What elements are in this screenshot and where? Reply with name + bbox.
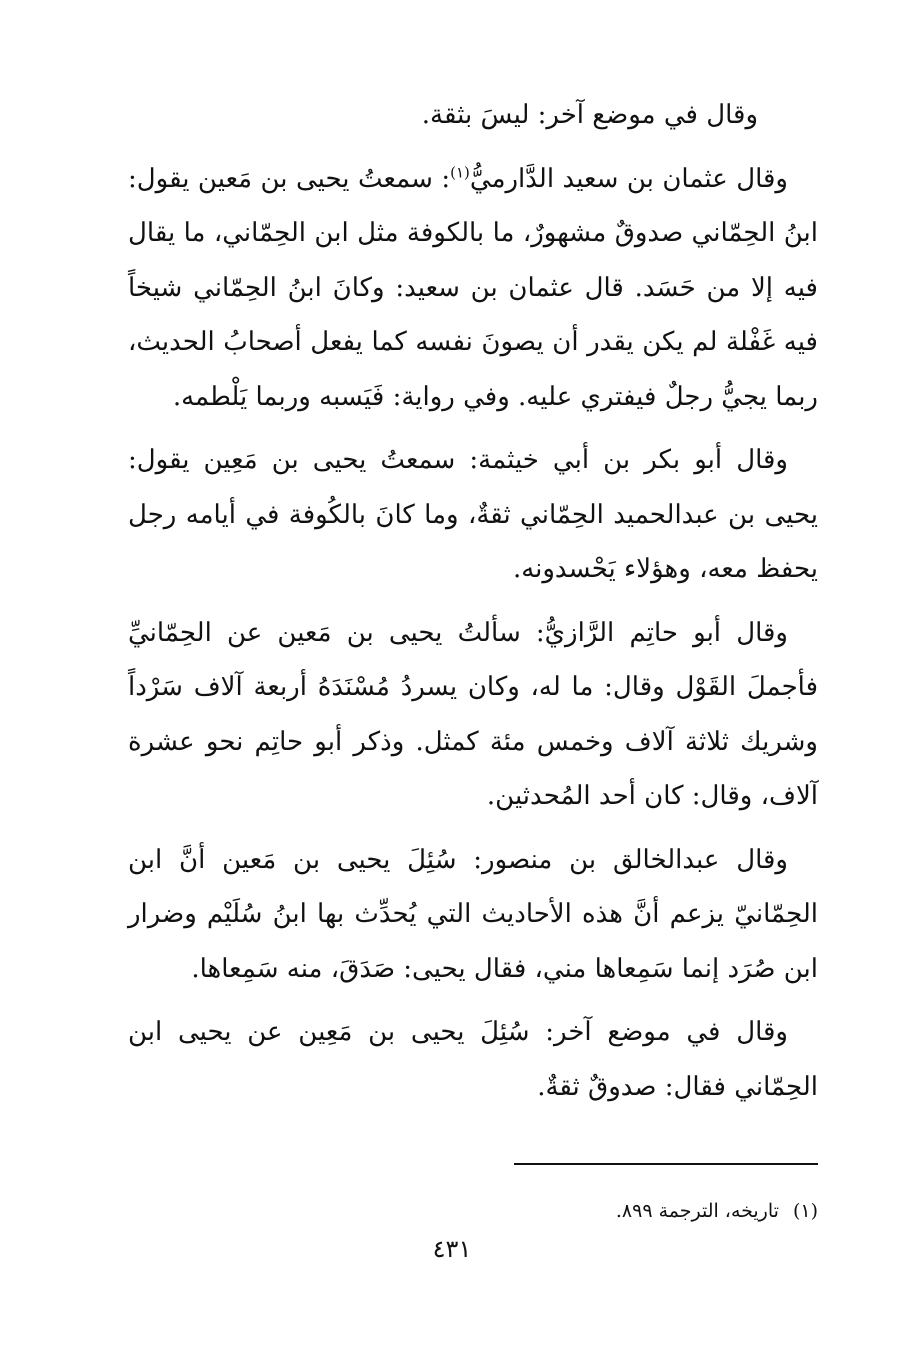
paragraph: وقال أبو بكر بن أبي خيثمة: سمعتُ يحيى بن مَعِين يقول: يحيى بن عبدالحميد الحِمّاني ثقةٌ، وما كانَ بالكُوفة في أيامه رجل يحفظ معه، وهؤلاء يَحْسدونه. — [128, 445, 818, 584]
footnote-number: (١) — [792, 1200, 818, 1222]
paragraph-text-start: وقال عثمان بن سعيد الدَّارميُّ — [469, 163, 788, 194]
footnote-reference[interactable]: (١) — [450, 162, 470, 181]
footnote-separator — [514, 1163, 818, 1165]
page-number: ٤٣١ — [432, 1235, 472, 1263]
footnote-text: تاريخه، الترجمة ٨٩٩. — [615, 1200, 779, 1222]
paragraph: وقال عبدالخالق بن منصور: سُئِلَ يحيى بن مَعين أنَّ ابن الحِمّانيّ يزعم أنَّ هذه الأحاديث التي يُحدِّث بها ابنُ سُلَيْم وضرار ابن صُرَد إنما سَمِعاها مني، فقال يحيى: صَدَقَ، منه سَمِعاها. — [128, 844, 818, 984]
paragraph: وقال أبو حاتِم الرَّازيُّ: سألتُ يحيى بن مَعين عن الحِمّانيِّ فأجملَ القَوْل وقال: ما له، وكان يسردُ مُسْنَدَهُ أربعة آلاف سَرْداً وشريك ثلاثة آلاف وخمس مئة كمثل. وذكر أبو حاتِم نحو عشرة آلاف، وقال: كان أحد المُحدثين. — [128, 617, 818, 811]
paragraph: وقال في موضع آخر: ليسَ بثقة. — [421, 100, 758, 130]
footnote — [318, 1196, 818, 1226]
paragraph-text-rest: : سمعتُ يحيى بن مَعين يقول: ابنُ الحِمّاني صدوقٌ مشهورٌ، ما بالكوفة مثل ابن الحِمّاني، ما يقال فيه إلا من حَسَد. قال عثمان بن سعيد: وكانَ ابنُ الحِمّاني شيخاً فيه غَفْلة لم يكن يقدر أن يصونَ نفسه كما يفعل أصحابُ الحديث، ربما يجيُّ رجلٌ فيفتري عليه. وفي رواية: فَيَسبه وربما يَلْطمه. — [128, 163, 818, 412]
main-text — [128, 88, 818, 1123]
paragraph-with-footnote-ref — [128, 152, 818, 425]
paragraph: وقال في موضع آخر: سُئِلَ يحيى بن مَعِين عن يحيى ابن الحِمّاني فقال: صدوقٌ ثقةٌ. — [128, 1017, 818, 1102]
